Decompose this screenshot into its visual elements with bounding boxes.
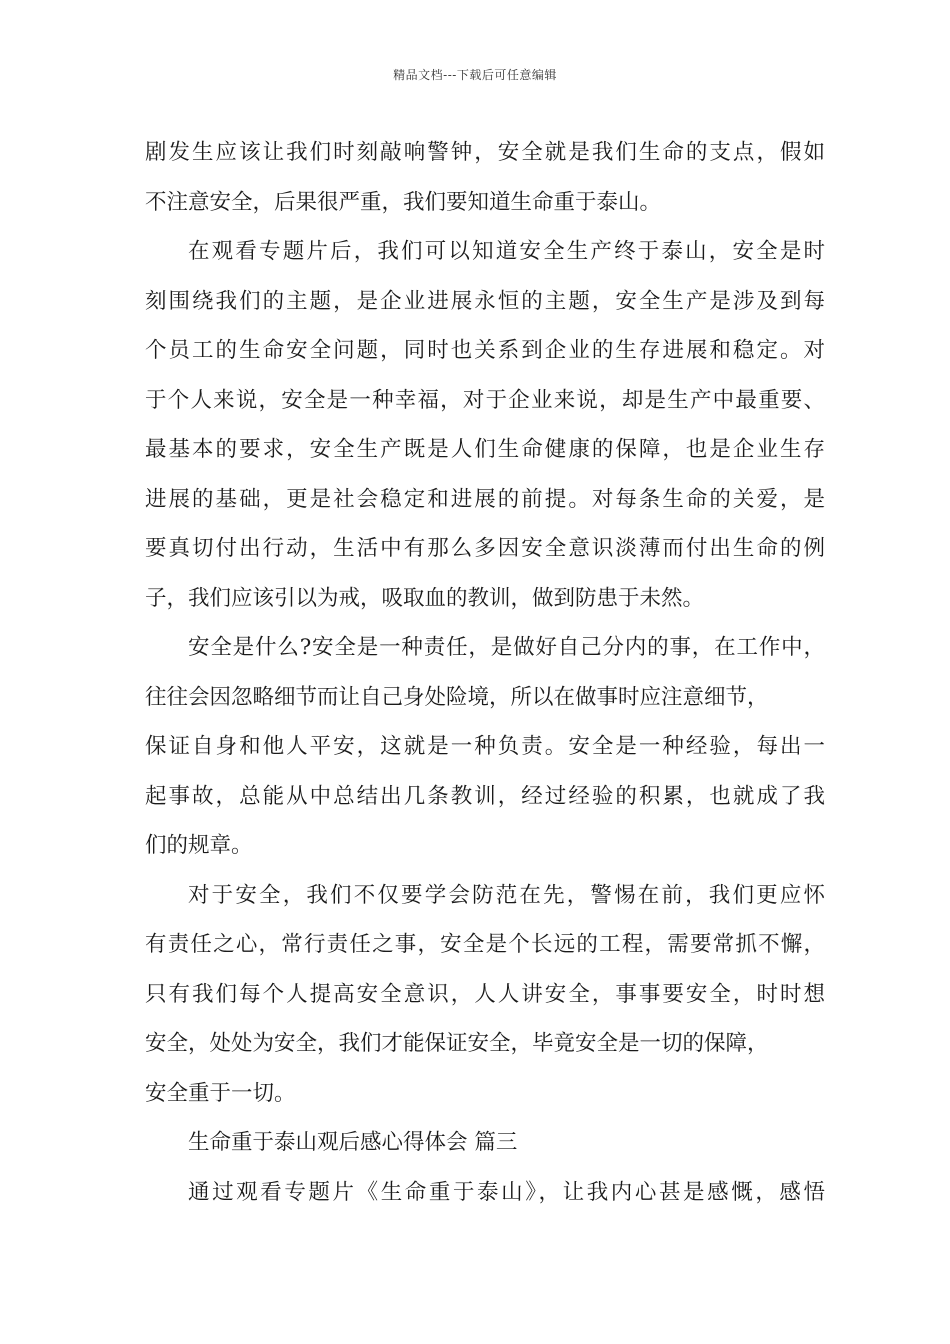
text-line: 们的规章。 [145,833,253,858]
section-heading: 生命重于泰山观后感心得体会 篇三 [188,1130,518,1155]
text-line: 在观看专题片后，我们可以知道安全生产终于泰山，安全是时 [188,239,825,264]
text-line: 安全重于一切。 [145,1080,296,1106]
text-line: 保证自身和他人平安，这就是一种负责。安全是一种经验，每出一 [145,734,825,759]
text-line: 起事故，总能从中总结出几条教训，经过经验的积累，也就成了我 [145,783,825,809]
text-line: 最基本的要求，安全生产既是人们生命健康的保障，也是企业生存 [145,437,825,462]
text-line: 刻围绕我们的主题，是企业进展永恒的主题，安全生产是涉及到每 [145,288,825,314]
text-line: 剧发生应该让我们时刻敲响警钟，安全就是我们生命的支点，假如 [145,140,825,165]
text-line: 安全，处处为安全，我们才能保证安全，毕竟安全是一切的保障， [145,1031,769,1056]
text-line: 通过观看专题片《生命重于泰山》，让我内心甚是感慨，感悟 [188,1179,825,1205]
text-line: 只有我们每个人提高安全意识，人人讲安全，事事要安全，时时想 [145,981,825,1007]
document-body [145,128,825,1217]
text-line: 不注意安全，后果很严重，我们要知道生命重于泰山。 [145,189,662,215]
text-line: 安全是什么?安全是一种责任，是做好自己分内的事，在工作中， [188,635,825,660]
page-header: 精品文档---下载后可任意编辑 [393,68,557,82]
text-line: 要真切付出行动，生活中有那么多因安全意识淡薄而付出生命的例 [145,536,825,561]
text-line: 子，我们应该引以为戒，吸取血的教训，做到防患于未然。 [145,585,705,611]
text-line: 往往会因忽略细节而让自己身处险境，所以在做事时应注意细节， [145,684,769,710]
text-line: 对于安全，我们不仅要学会防范在先，警惕在前，我们更应怀 [188,882,825,908]
text-line: 个员工的生命安全问题，同时也关系到企业的生存进展和稳定。对 [145,338,825,363]
text-line: 有责任之心，常行责任之事，安全是个长远的工程，需要常抓不懈， [145,932,825,957]
text-line: 进展的基础，更是社会稳定和进展的前提。对每条生命的关爱，是 [145,486,825,512]
text-line: 于个人来说，安全是一种幸福，对于企业来说，却是生产中最重要、 [145,387,825,413]
